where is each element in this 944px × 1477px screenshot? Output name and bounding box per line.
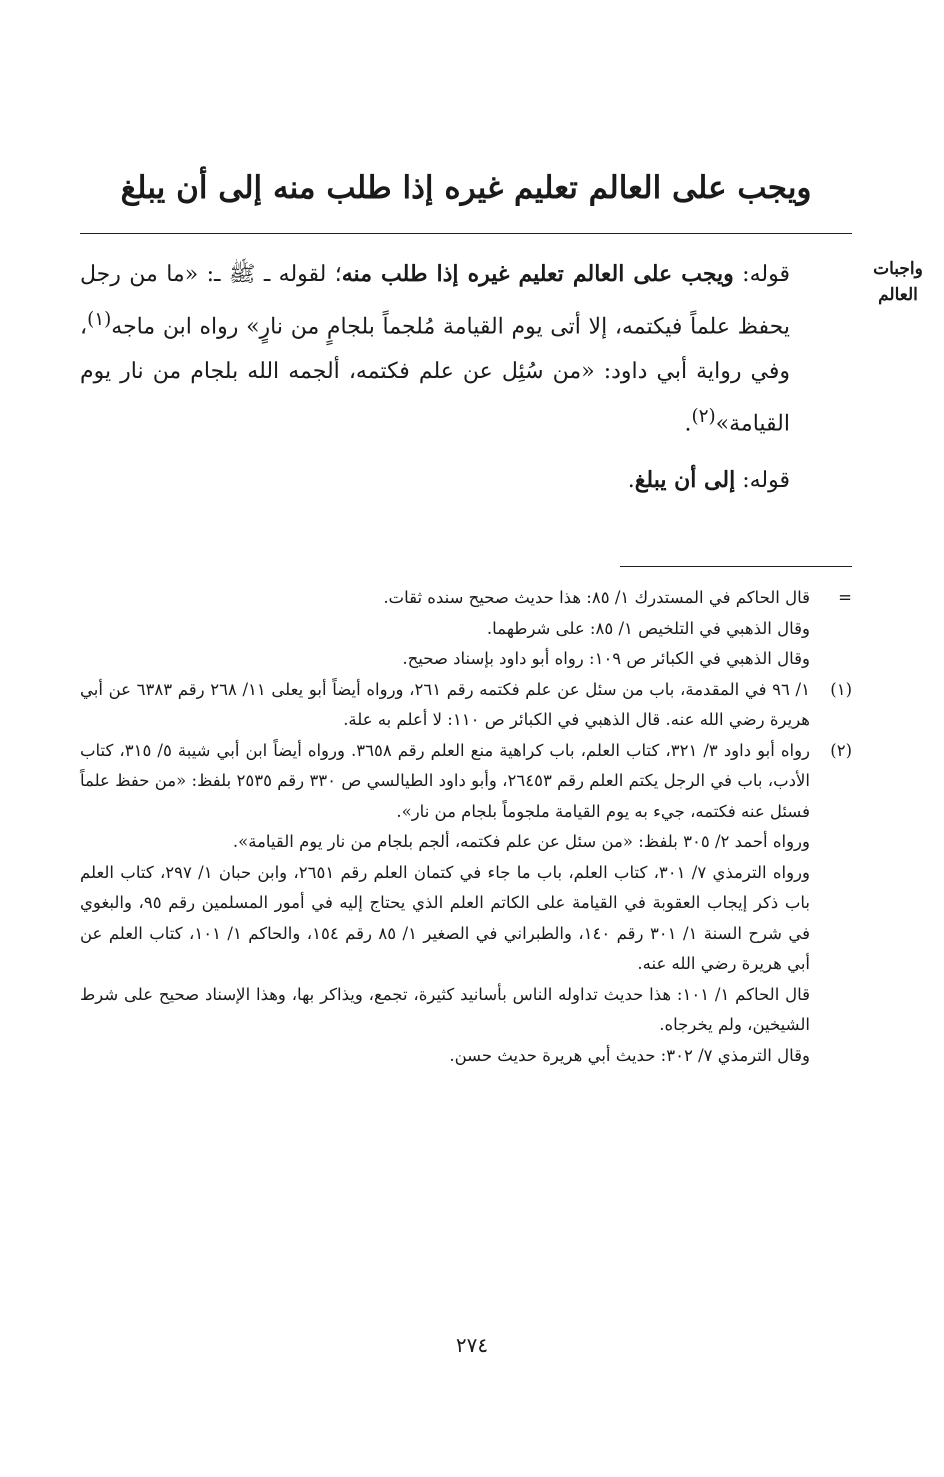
header-rule [80,233,852,234]
quote-lead: قوله: [733,262,790,287]
second-paragraph [80,458,852,503]
footnote-mark: = [838,588,852,607]
footnote-line: قال الحاكم في المستدرك ١/ ٨٥: هذا حديث صحيح سنده ثقات. [383,588,810,607]
footnote-line: رواه أبو داود ٣/ ٣٢١، كتاب العلم، باب كراهية منع العلم رقم ٣٦٥٨. ورواه أيضاً ابن أبي شيبة ٥/ ٣١٥، كتاب الأدب، باب في الرجل يكتم العلم رقم ٢٦٤٥٣، وأبو داود الطيالسي ص ٣٣٠ رقم ٢٥٣٥ بلفظ: «من حفظ علماً فسئل عنه فكتمه، جيء به يوم القيامة ملجوماً بلجام من نار». [80,740,811,821]
commentary-text: . [684,411,692,437]
footnote-mark: (٢) [830,740,852,760]
commentary-text: ؛ لقوله ـ ﷺ ـ: «ما من رجل يحفظ علماً فيكتمه، إلا أتى يوم القيامة مُلجماً بلجامٍ من نارٍ» رواه ابن ماجه [80,262,790,340]
footnote-line: وقال الذهبي في التلخيص ١/ ٨٥: على شرطهما. [486,618,810,638]
commentary-text: ، وفي رواية أبي داود: «من سُئِل عن علم فكتمه، ألجمه الله بلجام من نار يوم القيامة» [80,314,790,437]
footnote-continuation [80,583,852,675]
margin-note [858,256,938,308]
main-paragraph [80,252,852,447]
margin-note-line: العالم [878,285,918,305]
matn-text: إلى أن يبلغ [634,467,736,493]
footnote-1 [80,675,852,736]
footnote-line: وقال الترمذي ٧/ ٣٠٢: حديث أبي هريرة حديث حسن. [449,1045,810,1065]
footnote-line: ورواه أحمد ٢/ ٣٠٥ بلفظ: «من سئل عن علم فكتمه، ألجم بلجام من نار يوم القيامة». [232,832,810,851]
footnote-line: ١/ ٩٦ في المقدمة، باب من سئل عن علم فكتمه رقم ٢٦١، ورواه أيضاً أبو يعلى ١١/ ٢٦٨ رقم ٦٣٨٣ عن أبي هريرة رضي الله عنه. قال الذهبي في الكبائر ص ١١٠: لا أعلم به علة. [80,679,810,729]
footnotes-block [80,583,852,1071]
footnote-mark: (١) [830,679,852,699]
footnote-separator [620,566,852,567]
footnote-ref-2[interactable]: (٢) [691,406,716,428]
footnote-2 [80,736,852,1072]
footnote-line: ورواه الترمذي ٧/ ٣٠١، كتاب العلم، باب ما جاء في كتمان العلم رقم ٢٦٥١، وابن حبان ١/ ٢٩٧، كتاب العلم باب ذكر إيجاب العقوبة في القيامة على الكاتم العلم الذي يحتاج إليه في أمور المسلمين رقم ٩٥، والبغوي في شرح السنة ١/ ٣٠١ رقم ١٤٠، والطبراني في الصغير ١/ ٨٥ رقم ١٥٤، والحاكم ١/ ١٠١، كتاب العلم عن أبي هريرة رضي الله عنه. [80,862,811,973]
matn-text: ويجب على العالم تعليم غيره إذا طلب منه [341,261,734,287]
commentary-text: . [627,468,635,493]
footnote-ref-1[interactable]: (١) [87,309,112,330]
quote-lead: قوله: [735,468,790,493]
footnote-line: وقال الذهبي في الكبائر ص ١٠٩: رواه أبو داود بإسناد صحيح. [402,649,810,668]
footnote-line: قال الحاكم ١/ ١٠١: هذا حديث تداوله الناس بأسانيد كثيرة، تجمع، ويذاكر بها، وهذا الإسناد صحيح على شرط الشيخين، ولم يخرجاه. [80,984,810,1034]
running-head: ويجب على العالم تعليم غيره إذا طلب منه إلى أن يبلغ [120,170,812,206]
margin-note-line: واجبات [873,259,923,279]
page-number: ٢٧٤ [455,1333,489,1357]
